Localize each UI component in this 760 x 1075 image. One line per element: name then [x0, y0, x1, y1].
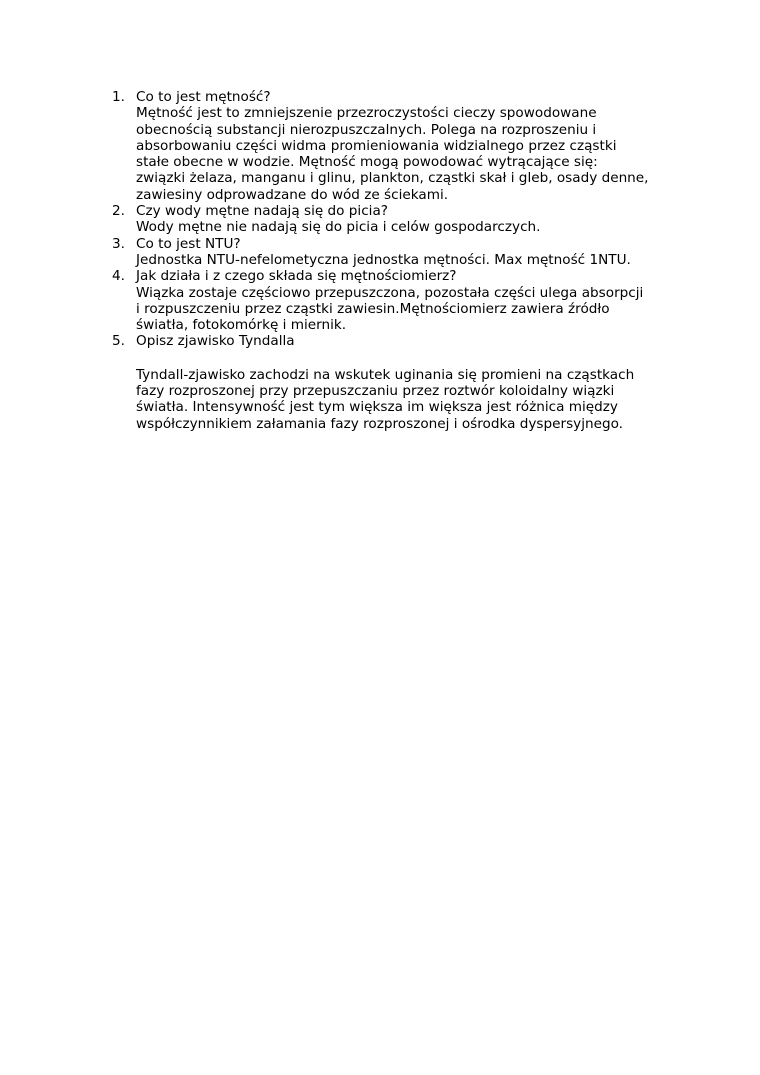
list-item — [110, 333, 670, 431]
item-number: 3. — [112, 235, 125, 252]
paragraph-spacer — [136, 350, 670, 367]
question-text: Czy wody mętne nadają się do picia? — [136, 203, 389, 220]
question-list — [110, 89, 670, 432]
item-number: 4. — [112, 268, 125, 285]
item-number: 2. — [112, 203, 125, 220]
list-item — [110, 236, 670, 269]
answer-text: Jednostka NTU-nefelometyczna jednostka mętności. Max mętność 1NTU. — [136, 251, 631, 268]
question-text: Co to jest mętność? — [136, 89, 271, 105]
question-text: Co to jest NTU? — [136, 235, 241, 252]
question-text: Jak działa i z czego składa się mętnościomierz? — [136, 268, 457, 285]
item-number: 5. — [112, 333, 125, 350]
question-text: Opisz zjawisko Tyndalla — [136, 333, 295, 350]
list-item — [110, 268, 670, 333]
answer-text: Wody mętne nie nadają się do picia i celów gospodarczych. — [136, 219, 541, 236]
answer-text: Mętność jest to zmniejszenie przezroczystości cieczy spowodowane obecnością substancji nierozpuszczalnych. Polega na rozproszeniu i absorbowaniu części widma promieniowania widzialnego przez cząstki stałe obecne w wodzie. Mętność mogą powodować wytrącające się: związki żelaza, manganu i glinu, plankton, cząstki skał i gleb, osady denne, zawiesiny odprowadzane do wód ze ściekami. — [136, 105, 649, 203]
answer-text: Wiązka zostaje częściowo przepuszczona, pozostała części ulega absorpcji i rozpuszczeniu przez cząstki zawiesin.Mętnościomierz zawiera źródło światła, fotokomórkę i miernik. — [136, 284, 644, 334]
list-item — [110, 203, 670, 236]
list-item — [110, 89, 670, 203]
item-number: 1. — [112, 89, 125, 105]
answer-text: Tyndall-zjawisko zachodzi na wskutek uginania się promieni na cząstkach fazy rozproszonej przy przepuszczaniu przez roztwór koloidalny wiązki światła. Intensywność jest tym większa im większa jest różnica między współczynnikiem załamania fazy rozproszonej i ośrodka dyspersyjnego. — [136, 366, 635, 432]
